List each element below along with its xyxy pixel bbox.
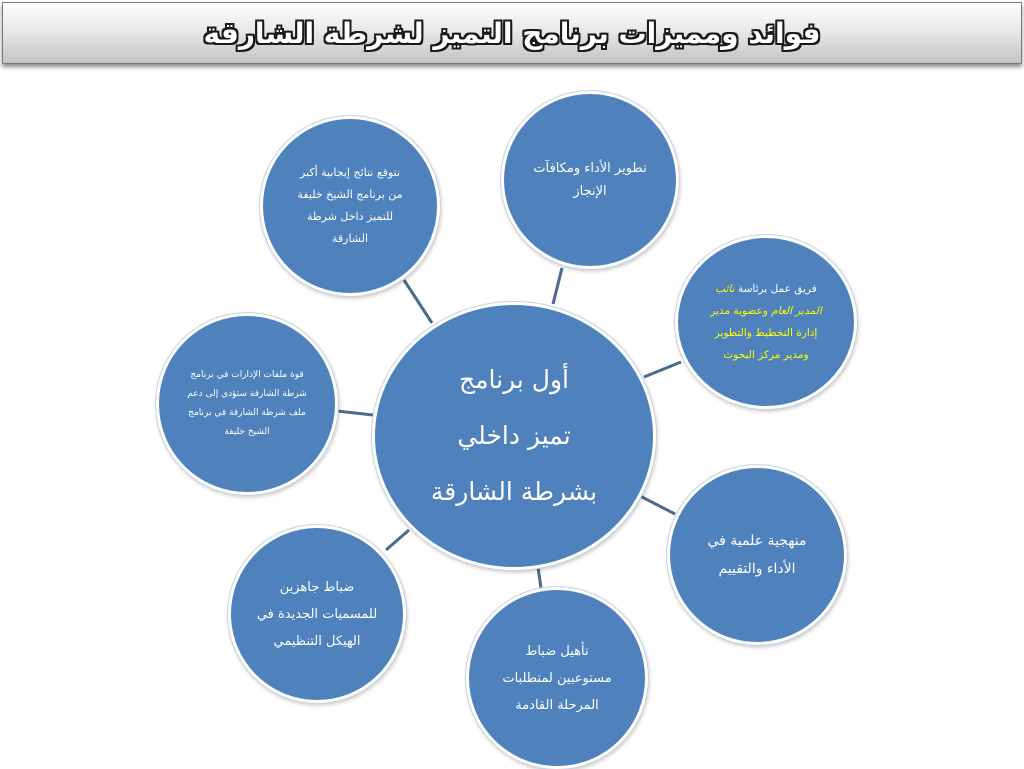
page-title: فوائد ومميزات برنامج التميز لشرطة الشارقة xyxy=(203,16,821,50)
connector-right xyxy=(644,362,681,377)
node-bottom-line-1: تأهيل ضباط xyxy=(525,643,589,659)
node-top-left-line-1: نتوقع نتائج إيجابية أكبر xyxy=(299,166,401,179)
connector-right-low xyxy=(640,496,675,514)
node-circle-bottom xyxy=(466,587,648,769)
node-right-line-1-text: فريق عمل برئاسة xyxy=(734,283,817,295)
node-top-line-1: تطوير الأداء ومكافآت xyxy=(533,161,647,176)
node-right-line-2-text: وعضوية مدير xyxy=(710,305,772,317)
center-line-1: أول برنامج xyxy=(459,365,569,394)
node-top-left-line-4: الشارقة xyxy=(331,232,369,245)
center-line-2: تميز داخلي xyxy=(457,421,571,450)
node-circle-right-low xyxy=(667,465,847,645)
node-left-line-4: الشيخ خليفة xyxy=(224,427,270,437)
node-right-line-4: ومدير مركز البحوث xyxy=(723,349,809,361)
node-bottom-left-line-2: للمسميات الجديدة في xyxy=(256,606,378,622)
node-right-line-3: إدارة التخطيط والتطوير xyxy=(714,327,818,339)
node-circle-left xyxy=(156,313,338,495)
node-bottom-left-line-3: الهيكل التنظيمي xyxy=(273,633,361,649)
connector-bottom-left xyxy=(386,530,409,550)
center-line-3: بشرطة الشارقة xyxy=(430,477,598,506)
node-top-line-2: الإنجاز xyxy=(573,184,607,199)
node-circle-top xyxy=(501,91,679,269)
node-right-line-1 xyxy=(715,278,816,300)
center-circle xyxy=(372,302,656,570)
node-bottom-line-3: المرحلة القادمة xyxy=(515,697,599,713)
connector-left xyxy=(337,411,373,415)
connector-top-left xyxy=(404,280,432,323)
node-circle-bottom-left xyxy=(228,525,406,703)
node-right-low-line-2: الأداء والتقييم xyxy=(718,561,796,577)
node-top-left-line-2: من برنامج الشيخ خليفة xyxy=(297,188,403,201)
node-right-highlight-1: نائب xyxy=(715,283,735,295)
node-bottom-left-line-1: ضباط جاهزين xyxy=(279,579,355,595)
node-top-left-line-3: للتميز داخل شرطة xyxy=(306,210,394,223)
connector-top xyxy=(553,268,562,304)
node-left-line-3: ملف شرطة الشارقة في برنامج xyxy=(188,408,306,418)
node-circle-top-left xyxy=(260,116,440,296)
node-left-line-1: قوة ملفات الإدارات في برنامج xyxy=(190,370,304,380)
connector-bottom xyxy=(538,567,541,588)
node-right-line-2 xyxy=(710,300,822,322)
node-left-line-2: شرطة الشارقة ستؤدي إلى دعم xyxy=(187,389,307,399)
node-circle-right xyxy=(675,235,857,409)
node-bottom-line-2: مستوعبين لمتطلبات xyxy=(502,670,612,686)
node-right-highlight-2: المدير العام xyxy=(771,305,822,317)
node-right-low-line-1: منهجية علمية في xyxy=(707,533,807,549)
